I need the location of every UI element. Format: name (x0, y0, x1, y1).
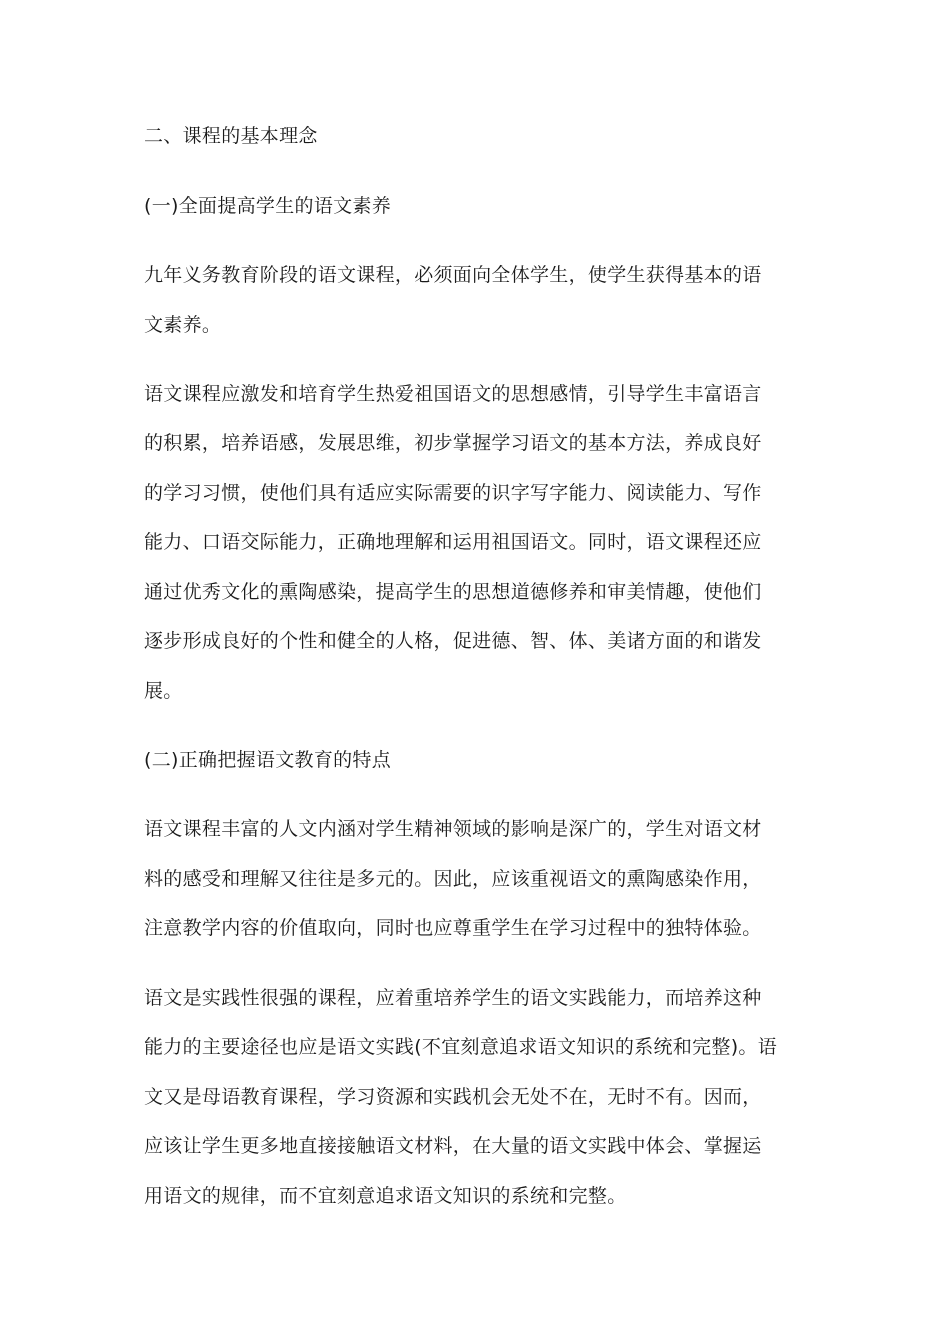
paragraph-line: 的学习习惯，使他们具有适应实际需要的识字写字能力、阅读能力、写作 (144, 482, 762, 504)
paragraph-line: 文素养。 (144, 314, 222, 336)
paragraph-line: 语文课程应激发和培育学生热爱祖国语文的思想感情，引导学生丰富语言 (144, 383, 762, 405)
paragraph-line: 的积累，培养语感，发展思维，初步掌握学习语文的基本方法，养成良好 (144, 432, 762, 454)
paragraph-line: 通过优秀文化的熏陶感染，提高学生的思想道德修养和审美情趣，使他们 (144, 581, 762, 603)
section-title: 二、课程的基本理念 (144, 125, 318, 147)
paragraph-line: 用语文的规律，而不宜刻意追求语文知识的系统和完整。 (144, 1185, 627, 1207)
subsection-2-heading: (二)正确把握语文教育的特点 (144, 749, 392, 771)
paragraph-line: 文又是母语教育课程，学习资源和实践机会无处不在，无时不有。因而， (144, 1086, 762, 1108)
paragraph-line: 注意教学内容的价值取向，同时也应尊重学生在学习过程中的独特体验。 (144, 917, 762, 939)
paragraph-line: 能力、口语交际能力，正确地理解和运用祖国语文。同时，语文课程还应 (144, 531, 762, 553)
paragraph-line: 料的感受和理解又往往是多元的。因此，应该重视语文的熏陶感染作用， (144, 868, 762, 890)
paragraph-line: 能力的主要途径也应是语文实践(不宜刻意追求语文知识的系统和完整)。语 (144, 1036, 778, 1058)
paragraph-line: 语文课程丰富的人文内涵对学生精神领域的影响是深广的，学生对语文材 (144, 818, 762, 840)
paragraph-line: 展。 (144, 680, 183, 702)
paragraph-line: 应该让学生更多地直接接触语文材料，在大量的语文实践中体会、掌握运 (144, 1135, 762, 1157)
paragraph-line: 逐步形成良好的个性和健全的人格，促进德、智、体、美诸方面的和谐发 (144, 630, 762, 652)
paragraph-line: 语文是实践性很强的课程，应着重培养学生的语文实践能力，而培养这种 (144, 987, 762, 1009)
paragraph-line: 九年义务教育阶段的语文课程，必须面向全体学生，使学生获得基本的语 (144, 264, 762, 286)
subsection-1-heading: (一)全面提高学生的语文素养 (144, 195, 392, 217)
